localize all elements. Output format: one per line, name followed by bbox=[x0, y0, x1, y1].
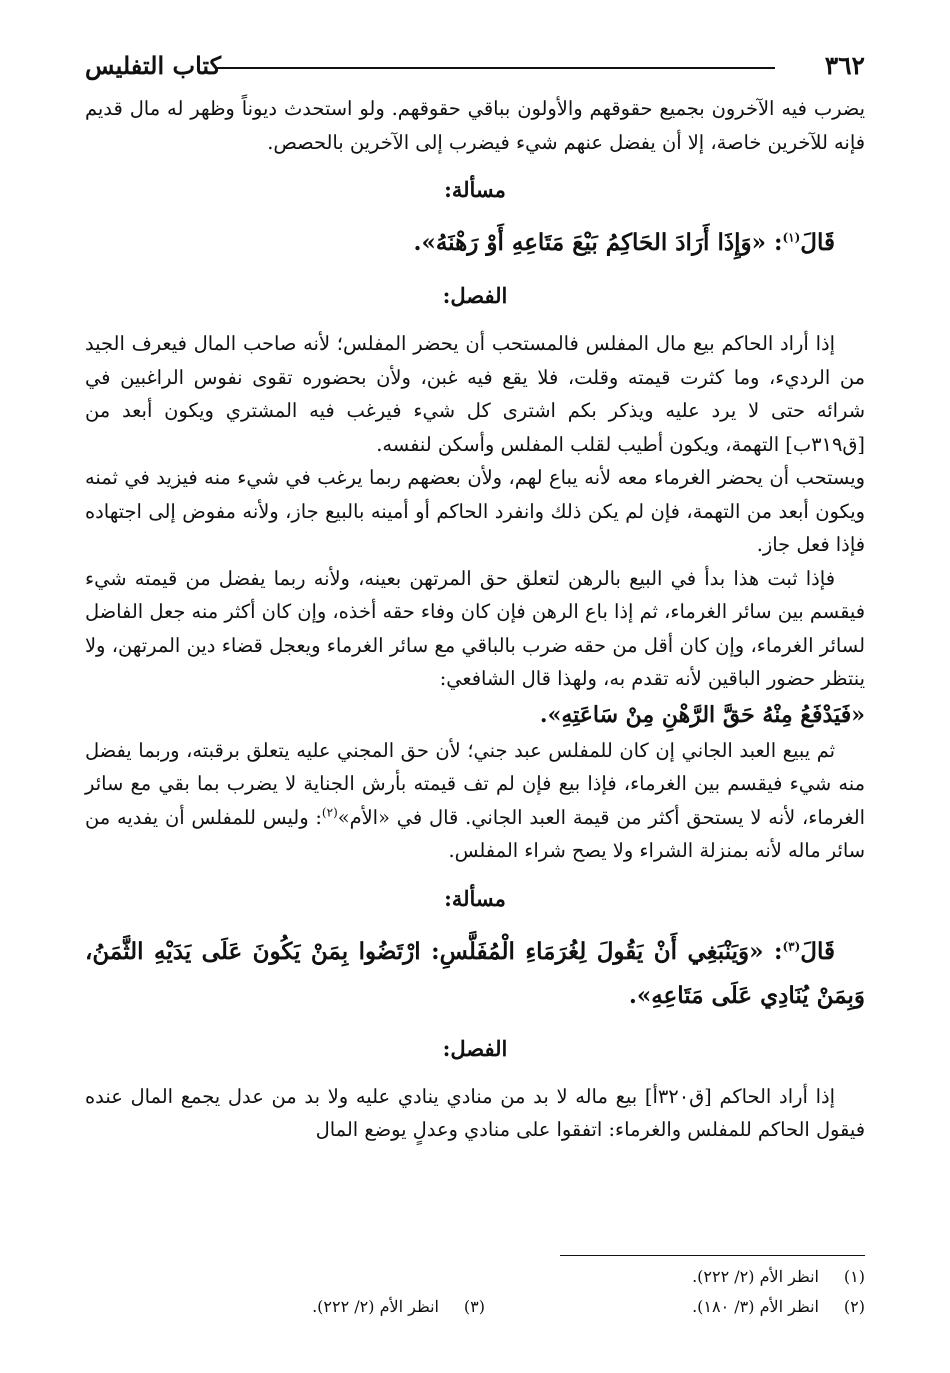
footnote-text: انظر الأم (٢/ ٢٢٢). bbox=[692, 1267, 819, 1286]
quotation-text: : «وَإِذَا أَرَادَ الحَاكِمُ بَيْعَ مَتَاعِهِ أَوْ رَهْنَهُ». bbox=[413, 229, 783, 256]
section-heading-masala-1: مسألة: bbox=[444, 177, 506, 202]
section-heading-masala-2: مسألة: bbox=[444, 885, 506, 911]
paragraph-5-text-a: ثم يبيع العبد الجاني إن كان للمفلس عبد جني؛ لأن حق المجني عليه يتعلق برقبته، وربما يفضل منه شيء فيقسم بين الغرماء، فإذا بيع فإن لم تف قيمته بأرش الجناية لا يضرب بما بقي مع سائر الغرماء، لأنه لا يستحق أكثر من قيمة العبد الجاني. قال في «الأم» bbox=[85, 738, 865, 829]
page-number: ٣٦٢ bbox=[824, 51, 865, 80]
paragraph-5-text-b: : وليس للمفلس أن يفديه من سائر ماله لأنه بمنزلة الشراء ولا يصح شراء المفلس. bbox=[85, 805, 865, 862]
header-rule bbox=[215, 67, 775, 69]
page-body bbox=[85, 92, 865, 1147]
book-title: كتاب التفليس bbox=[85, 51, 222, 80]
section-heading-fasl-2: الفصل: bbox=[442, 1035, 508, 1061]
footnote-1 bbox=[692, 1262, 865, 1292]
footnote-ref-3: (٣) bbox=[782, 938, 801, 953]
footnote-3 bbox=[312, 1292, 485, 1322]
text-quotation-2 bbox=[85, 930, 865, 1018]
paragraph-4: فإذا ثبت هذا بدأ في البيع بالرهن لتعلق حق المرتهن بعينه، ولأنه ربما يفضل من قيمته شيء فيقسم بين سائر الغرماء، ثم إذا باع الرهن فإن كان وفاء حقه أخذه، وإن كان أكثر منه جعل الفاضل لسائر الغرماء، وإن كان أقل من حقه ضرب بالباقي مع سائر الغرماء ويعجل قضاء دين المرتهن، ولا ينتظر حضور الباقين لأنه تقدم به، ولهذا قال الشافعي: bbox=[85, 566, 865, 690]
footnote-rule bbox=[560, 1255, 865, 1256]
footnote-number: (٢) bbox=[843, 1297, 865, 1316]
footnote-row-2 bbox=[85, 1292, 865, 1322]
footnote-text: انظر الأم (٢/ ٢٢٢). bbox=[312, 1297, 439, 1316]
footnote-number: (١) bbox=[843, 1267, 865, 1286]
paragraph-1: يضرب فيه الآخرون بجميع حقوقهم والأولون بباقي حقوقهم. ولو استحدث ديوناً وظهر له مال قديم فإنه للآخرين خاصة، إلا أن يفضل عنهم شيء فيضرب إلى الآخرين بالحصص. bbox=[85, 97, 865, 154]
paragraph-6: إذا أراد الحاكم [ق٣٢٠أ] بيع ماله لا بد من منادي ينادي عليه ولا بد من عدل يجمع المال عنده فيقول الحاكم للمفلس والغرماء: اتفقوا على منادي وعدلٍ يوضع المال bbox=[85, 1084, 865, 1141]
qala-word: قَالَ bbox=[800, 937, 835, 965]
text-quotation-1 bbox=[85, 221, 865, 265]
quotation-text: : «وَيَنْبَغِي أَنْ يَقُولَ لِغُرَمَاءِ الْمُفَلَّسِ: ارْتَضُوا بِمَنْ يَكُونَ عَلَى يَدَيْهِ الثَّمَنُ، وَبِمَنْ يُنَادِي عَلَى مَتَاعِهِ». bbox=[85, 937, 865, 1009]
footnotes bbox=[85, 1262, 865, 1322]
running-header bbox=[85, 48, 865, 88]
shafii-quotation: «فَيَدْفَعُ مِنْهُ حَقَّ الرَّهْنِ مِنْ سَاعَتِهِ». bbox=[539, 701, 865, 728]
footnote-number: (٣) bbox=[463, 1297, 485, 1316]
footnote-text: انظر الأم (٣/ ١٨٠). bbox=[692, 1297, 819, 1316]
paragraph-5 bbox=[85, 734, 865, 868]
footnote-ref-2: (٢) bbox=[321, 805, 338, 820]
paragraph-2: إذا أراد الحاكم بيع مال المفلس فالمستحب أن يحضر المفلس؛ لأنه صاحب المال فيعرف الجيد من الرديء، وما كثرت قيمته وقلت، فلا يقع فيه غبن، ولأن بحضوره تقوى نفوس الراغبين في شرائه حتى لا يرد عليه ويذكر بكم اشترى كل شيء فيرغب فيه المشتري ويكون أبعد من [ق٣١٩ب] التهمة، ويكون أطيب لقلب المفلس وأسكن لنفسه. bbox=[85, 332, 865, 456]
footnote-2 bbox=[692, 1292, 865, 1322]
section-heading-fasl-1: الفصل: bbox=[442, 283, 508, 308]
qala-word: قَالَ bbox=[800, 229, 835, 256]
footnote-row-1 bbox=[85, 1262, 865, 1292]
paragraph-3: ويستحب أن يحضر الغرماء معه لأنه يباع لهم، ولأن بعضهم ربما يرغب في شيء منه فيزيد في ثمنه ويكون أبعد من التهمة، فإن لم يكن ذلك وانفرد الحاكم أو أمينه بالبيع جاز، ولأنه مفوض إلى اجتهاده فإذا فعل جاز. bbox=[85, 466, 865, 556]
footnote-ref-1: (١) bbox=[782, 230, 801, 245]
